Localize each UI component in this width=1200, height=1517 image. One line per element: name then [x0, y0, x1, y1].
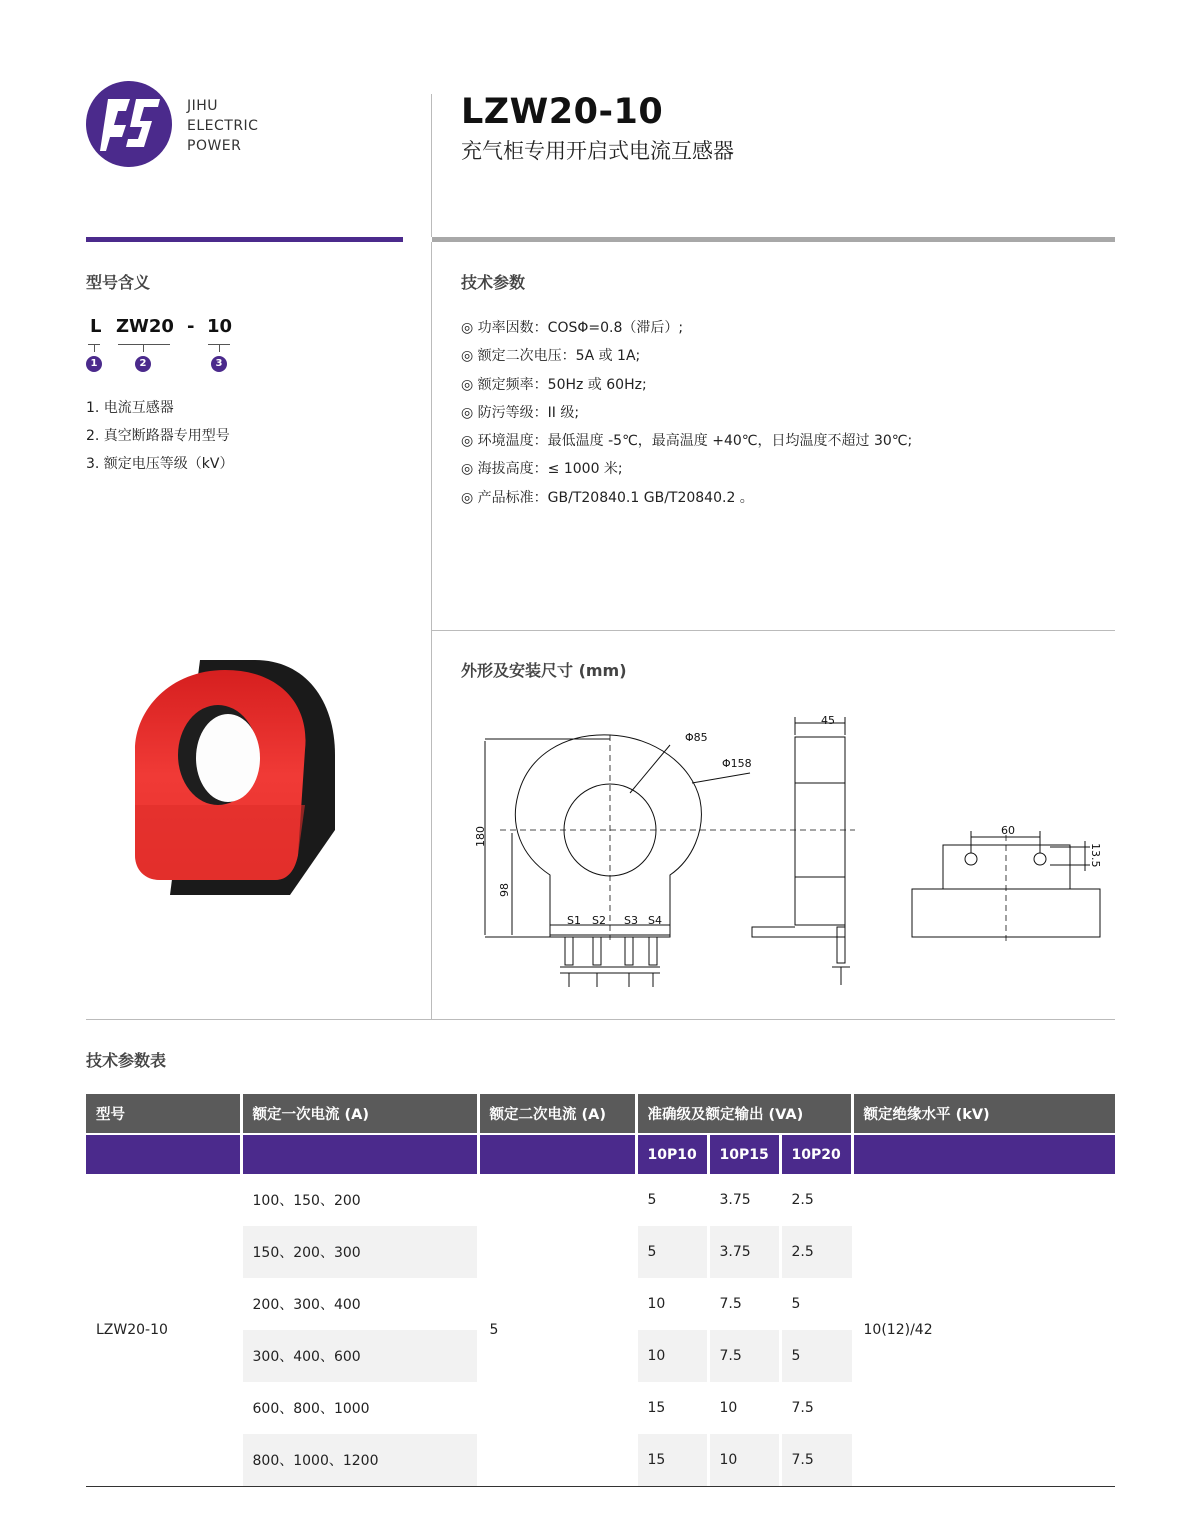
cell-10p15: 7.5 [708, 1330, 780, 1382]
brand-logo [86, 81, 172, 167]
accent-bar [86, 237, 403, 242]
terminal-s1: S1 [567, 914, 581, 927]
cell-10p10: 10 [636, 1278, 708, 1330]
label-outer-dia: Φ158 [722, 757, 752, 770]
th-model: 型号 [86, 1094, 241, 1134]
th-sub-empty [86, 1134, 241, 1174]
cell-primary: 200、300、400 [241, 1278, 478, 1330]
cell-10p15: 10 [708, 1382, 780, 1434]
cell-10p20: 2.5 [780, 1174, 852, 1226]
label-width: 45 [821, 714, 835, 727]
page-subtitle: 充气柜专用开启式电流互感器 [461, 139, 734, 163]
cell-primary: 300、400、600 [241, 1330, 478, 1382]
cell-insulation: 10(12)/42 [852, 1174, 1115, 1486]
cell-model: LZW20-10 [86, 1174, 241, 1486]
marker-2: 2 [135, 356, 151, 372]
th-10p10: 10P10 [636, 1134, 708, 1174]
cell-10p20: 5 [780, 1278, 852, 1330]
param-item: ◎ 额定二次电压：5A 或 1A; [461, 342, 912, 370]
cell-10p15: 7.5 [708, 1278, 780, 1330]
param-item: ◎ 防污等级：II 级; [461, 399, 912, 427]
code-tick-1 [94, 344, 95, 352]
cell-10p20: 2.5 [780, 1226, 852, 1278]
brand-name: JIHU ELECTRIC POWER [187, 98, 259, 154]
label-inner-dia: Φ85 [685, 731, 708, 744]
meaning-item: 3. 额定电压等级（kV） [86, 456, 234, 472]
section-divider [432, 630, 1115, 631]
th-10p20: 10P20 [780, 1134, 852, 1174]
cell-10p10: 15 [636, 1434, 708, 1486]
code-part-zw20: ZW20 [116, 316, 174, 337]
terminal-s4: S4 [648, 914, 662, 927]
th-accuracy: 准确级及额定输出 (VA) [636, 1094, 852, 1134]
code-tick-3 [219, 344, 220, 352]
marker-1: 1 [86, 356, 102, 372]
cell-primary: 600、800、1000 [241, 1382, 478, 1434]
dimensions-heading: 外形及安装尺寸 (mm) [461, 661, 627, 680]
code-underline-2 [118, 344, 170, 345]
dimension-drawing [460, 705, 1115, 995]
cell-10p20: 7.5 [780, 1382, 852, 1434]
th-secondary: 额定二次电流 (A) [478, 1094, 636, 1134]
label-height: 180 [474, 826, 487, 847]
th-sub-empty [852, 1134, 1115, 1174]
gray-bar [432, 237, 1115, 242]
tech-params-heading: 技术参数 [461, 273, 526, 292]
header-divider [431, 94, 432, 237]
label-center-height: 98 [498, 883, 511, 897]
model-meaning-list [86, 394, 234, 478]
cell-primary: 100、150、200 [241, 1174, 478, 1226]
code-tick-2 [143, 344, 144, 352]
meaning-item: 2. 真空断路器专用型号 [86, 428, 230, 444]
product-photo [130, 655, 340, 900]
param-item: ◎ 产品标准：GB/T20840.1 GB/T20840.2 。 [461, 484, 912, 512]
th-insulation: 额定绝缘水平 (kV) [852, 1094, 1115, 1134]
code-part-dash: - [187, 316, 195, 337]
cell-10p10: 5 [636, 1226, 708, 1278]
param-item: ◎ 额定频率：50Hz 或 60Hz; [461, 371, 912, 399]
label-hole-spacing: 60 [1001, 824, 1015, 837]
cell-secondary: 5 [478, 1174, 636, 1486]
terminal-s3: S3 [624, 914, 638, 927]
label-hole-offset: 13.5 [1089, 843, 1102, 868]
table-row [86, 1174, 1115, 1226]
cell-10p20: 5 [780, 1330, 852, 1382]
tech-params-list [461, 314, 912, 512]
th-sub-empty [241, 1134, 478, 1174]
spec-table [86, 1094, 1115, 1486]
page-title: LZW20-10 [461, 92, 664, 132]
param-item: ◎ 功率因数：COSΦ=0.8（滞后）; [461, 314, 912, 342]
cell-10p10: 5 [636, 1174, 708, 1226]
cell-10p20: 7.5 [780, 1434, 852, 1486]
table-section-divider [86, 1019, 1115, 1020]
terminal-s2: S2 [592, 914, 606, 927]
th-sub-empty [478, 1134, 636, 1174]
table-bottom-rule [86, 1486, 1115, 1487]
meaning-item: 1. 电流互感器 [86, 400, 174, 416]
cell-10p10: 10 [636, 1330, 708, 1382]
model-code [88, 316, 288, 340]
code-part-10: 10 [207, 316, 233, 337]
cell-primary: 150、200、300 [241, 1226, 478, 1278]
param-item: ◎ 海拔高度：≤ 1000 米; [461, 455, 912, 483]
marker-3: 3 [211, 356, 227, 372]
cell-10p10: 15 [636, 1382, 708, 1434]
th-primary: 额定一次电流 (A) [241, 1094, 478, 1134]
cell-10p15: 10 [708, 1434, 780, 1486]
param-item: ◎ 环境温度：最低温度 -5℃，最高温度 +40℃，日均温度不超过 30℃; [461, 427, 912, 455]
code-part-l: L [90, 316, 102, 337]
table-heading: 技术参数表 [86, 1051, 167, 1070]
cell-10p15: 3.75 [708, 1226, 780, 1278]
model-meaning-heading: 型号含义 [86, 273, 151, 292]
cell-primary: 800、1000、1200 [241, 1434, 478, 1486]
cell-10p15: 3.75 [708, 1174, 780, 1226]
th-10p15: 10P15 [708, 1134, 780, 1174]
